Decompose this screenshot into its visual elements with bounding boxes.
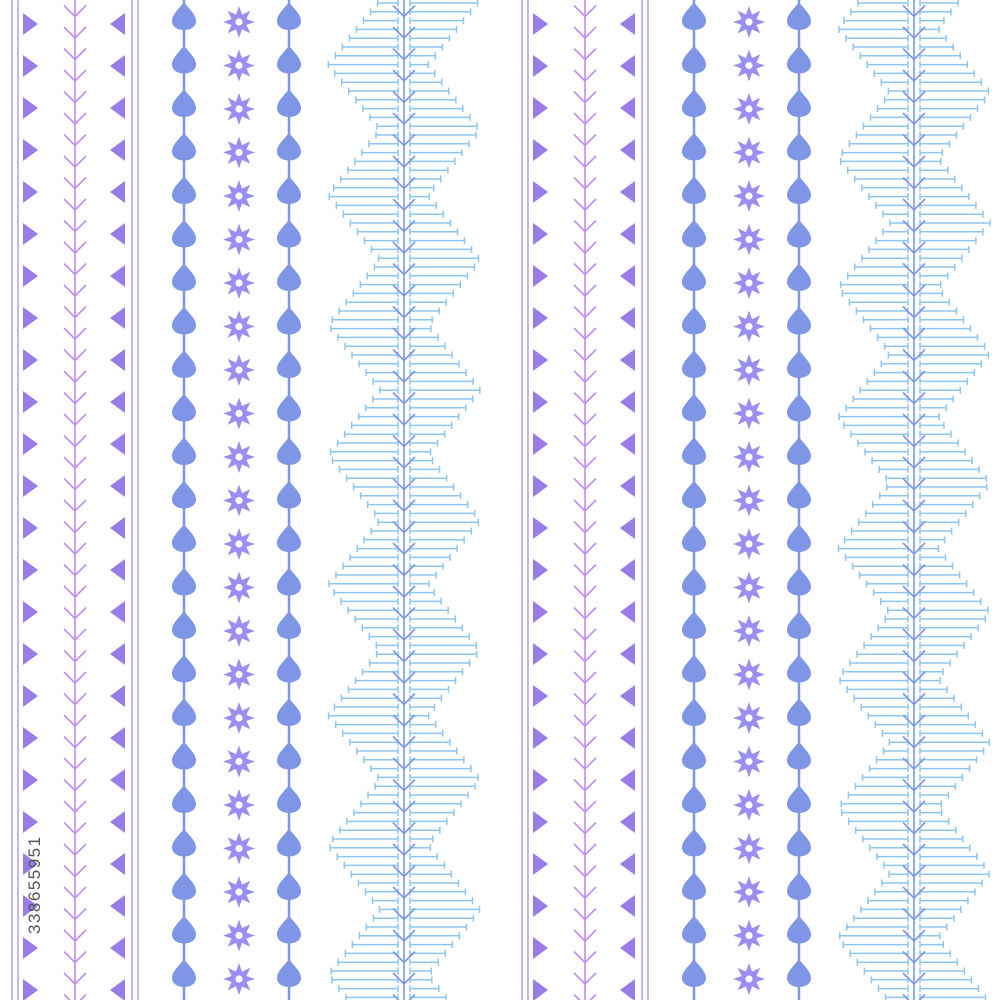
leaf-motif xyxy=(172,89,196,117)
triangle-motif xyxy=(110,13,125,35)
star-center xyxy=(235,18,242,25)
triangle-motif xyxy=(23,559,38,581)
triangle-motif xyxy=(620,727,635,749)
triangle-motif xyxy=(533,727,548,749)
leaf-motif xyxy=(277,524,301,552)
leaf-motif xyxy=(277,176,301,204)
leaf-motif xyxy=(682,698,706,726)
triangle-motif xyxy=(620,601,635,623)
leaf-motif xyxy=(277,263,301,291)
leaf-motif xyxy=(277,307,301,335)
leaf-motif xyxy=(277,959,301,987)
leaf-motif xyxy=(277,394,301,422)
triangle-motif xyxy=(620,433,635,455)
triangle-motif xyxy=(110,223,125,245)
triangle-motif xyxy=(533,643,548,665)
leaf-motif xyxy=(172,742,196,770)
triangle-motif xyxy=(23,685,38,707)
triangle-motif xyxy=(533,13,548,35)
triangle-motif xyxy=(110,979,125,1000)
arrow-vine xyxy=(393,0,415,1000)
herringbone-vine xyxy=(574,0,596,1000)
leaf-motif xyxy=(787,916,811,944)
leaf-motif xyxy=(172,785,196,813)
star-center xyxy=(235,410,242,417)
triangle-motif xyxy=(23,391,38,413)
leaf-motif xyxy=(682,307,706,335)
star-center xyxy=(235,279,242,286)
leaf-motif xyxy=(787,263,811,291)
triangle-motif xyxy=(620,55,635,77)
triangle-motif xyxy=(620,181,635,203)
triangle-motif xyxy=(533,139,548,161)
leaf-motif xyxy=(277,698,301,726)
leaf-motif xyxy=(277,220,301,248)
triangle-motif xyxy=(110,895,125,917)
stock-id-text: 338655951 xyxy=(25,835,44,934)
star-center xyxy=(235,540,242,547)
star-center xyxy=(745,192,752,199)
leaf-motif xyxy=(682,829,706,857)
triangle-motif xyxy=(533,769,548,791)
leaf-motif xyxy=(172,350,196,378)
triangle-motif xyxy=(23,727,38,749)
leaf-motif xyxy=(172,220,196,248)
triangle-motif xyxy=(620,769,635,791)
triangle-motif xyxy=(23,475,38,497)
leaf-motif xyxy=(682,220,706,248)
triangle-motif xyxy=(533,265,548,287)
triangle-motif xyxy=(620,223,635,245)
star-center xyxy=(745,540,752,547)
leaf-motif xyxy=(682,481,706,509)
leaf-motif xyxy=(682,611,706,639)
triangle-motif xyxy=(620,517,635,539)
leaf-motif xyxy=(277,350,301,378)
star-center xyxy=(745,366,752,373)
leaf-motif xyxy=(682,916,706,944)
leaf-motif xyxy=(787,394,811,422)
leaf-motif xyxy=(787,437,811,465)
leaf-motif xyxy=(787,698,811,726)
leaf-motif xyxy=(787,742,811,770)
star-center xyxy=(235,801,242,808)
leaf-motif xyxy=(787,611,811,639)
leaf-motif xyxy=(172,437,196,465)
triangle-motif xyxy=(620,13,635,35)
leaf-motif xyxy=(172,394,196,422)
triangle-motif xyxy=(533,349,548,371)
leaf-vine xyxy=(787,0,811,1000)
triangle-motif xyxy=(533,97,548,119)
leaf-motif xyxy=(787,307,811,335)
leaf-motif xyxy=(172,263,196,291)
leaf-motif xyxy=(682,959,706,987)
star-center xyxy=(235,149,242,156)
leaf-motif xyxy=(277,133,301,161)
leaf-motif xyxy=(172,133,196,161)
star-center xyxy=(745,932,752,939)
triangle-motif xyxy=(620,643,635,665)
triangle-motif xyxy=(110,97,125,119)
triangle-motif xyxy=(110,937,125,959)
leaf-motif xyxy=(172,959,196,987)
triangle-motif xyxy=(23,979,38,1000)
leaf-motif xyxy=(682,350,706,378)
leaf-motif xyxy=(277,46,301,74)
triangle-motif xyxy=(110,517,125,539)
leaf-motif xyxy=(172,481,196,509)
leaf-motif xyxy=(682,46,706,74)
leaf-motif xyxy=(172,655,196,683)
star-center xyxy=(745,410,752,417)
leaf-motif xyxy=(682,263,706,291)
triangle-motif xyxy=(620,685,635,707)
triangle-motif xyxy=(23,223,38,245)
star-center xyxy=(235,627,242,634)
leaf-motif xyxy=(172,698,196,726)
triangle-motif xyxy=(533,433,548,455)
star-center xyxy=(235,584,242,591)
triangle-motif xyxy=(620,895,635,917)
triangle-motif xyxy=(110,853,125,875)
triangle-column xyxy=(110,13,125,1000)
leaf-motif xyxy=(277,89,301,117)
star-center xyxy=(235,453,242,460)
star-center xyxy=(235,105,242,112)
triangle-motif xyxy=(533,685,548,707)
triangle-motif xyxy=(620,475,635,497)
triangle-motif xyxy=(533,895,548,917)
leaf-motif xyxy=(682,133,706,161)
star-center xyxy=(745,888,752,895)
triangle-motif xyxy=(110,181,125,203)
leaf-motif xyxy=(172,872,196,900)
leaf-motif xyxy=(787,133,811,161)
triangle-motif xyxy=(110,139,125,161)
triangle-motif xyxy=(620,391,635,413)
star-center xyxy=(235,932,242,939)
stock-id-watermark xyxy=(25,766,45,936)
leaf-motif xyxy=(682,872,706,900)
star-center xyxy=(745,627,752,634)
leaf-motif xyxy=(787,176,811,204)
star-center xyxy=(745,845,752,852)
leaf-motif xyxy=(787,959,811,987)
triangle-motif xyxy=(533,601,548,623)
star-center xyxy=(745,453,752,460)
leaf-motif xyxy=(787,89,811,117)
star-column xyxy=(733,6,765,995)
star-center xyxy=(745,714,752,721)
triangle-motif xyxy=(620,853,635,875)
triangle-motif xyxy=(533,391,548,413)
triangle-motif xyxy=(110,475,125,497)
leaf-motif xyxy=(172,568,196,596)
triangle-motif xyxy=(23,433,38,455)
triangle-motif xyxy=(533,517,548,539)
star-center xyxy=(235,975,242,982)
triangle-motif xyxy=(110,349,125,371)
leaf-motif xyxy=(787,220,811,248)
triangle-motif xyxy=(533,223,548,245)
triangle-column xyxy=(533,13,548,1000)
leaf-motif xyxy=(787,655,811,683)
leaf-motif xyxy=(277,872,301,900)
star-center xyxy=(745,149,752,156)
triangle-motif xyxy=(110,55,125,77)
leaf-motif xyxy=(682,89,706,117)
triangle-motif xyxy=(533,811,548,833)
leaf-motif xyxy=(277,829,301,857)
leaf-motif xyxy=(682,742,706,770)
star-center xyxy=(745,584,752,591)
triangle-motif xyxy=(620,97,635,119)
leaf-motif xyxy=(277,568,301,596)
leaf-motif xyxy=(172,829,196,857)
star-center xyxy=(235,192,242,199)
triangle-motif xyxy=(533,307,548,329)
leaf-motif xyxy=(787,481,811,509)
star-center xyxy=(745,62,752,69)
triangle-motif xyxy=(110,559,125,581)
leaf-motif xyxy=(172,524,196,552)
leaf-motif xyxy=(277,611,301,639)
triangle-motif xyxy=(620,937,635,959)
leaf-motif xyxy=(787,46,811,74)
triangle-motif xyxy=(620,349,635,371)
leaf-motif xyxy=(682,655,706,683)
triangle-motif xyxy=(533,55,548,77)
leaf-motif xyxy=(787,350,811,378)
leaf-motif xyxy=(682,394,706,422)
leaf-motif xyxy=(682,176,706,204)
leaf-motif xyxy=(682,568,706,596)
leaf-motif xyxy=(787,829,811,857)
triangle-motif xyxy=(620,139,635,161)
triangle-motif xyxy=(23,139,38,161)
star-center xyxy=(235,758,242,765)
leaf-vine xyxy=(172,0,196,1000)
triangle-motif xyxy=(23,307,38,329)
star-center xyxy=(235,845,242,852)
leaf-motif xyxy=(277,742,301,770)
star-center xyxy=(235,323,242,330)
star-center xyxy=(745,497,752,504)
leaf-motif xyxy=(172,307,196,335)
leaf-motif xyxy=(787,872,811,900)
triangle-motif xyxy=(110,307,125,329)
star-center xyxy=(745,801,752,808)
leaf-vine xyxy=(277,0,301,1000)
leaf-motif xyxy=(682,437,706,465)
triangle-motif xyxy=(23,265,38,287)
leaf-motif xyxy=(787,524,811,552)
star-center xyxy=(235,888,242,895)
triangle-motif xyxy=(23,181,38,203)
star-center xyxy=(235,714,242,721)
star-center xyxy=(745,758,752,765)
triangle-motif xyxy=(533,979,548,1000)
triangle-motif xyxy=(110,391,125,413)
star-center xyxy=(235,236,242,243)
triangle-motif xyxy=(533,853,548,875)
leaf-motif xyxy=(682,785,706,813)
triangle-motif xyxy=(23,349,38,371)
triangle-motif xyxy=(110,727,125,749)
leaf-motif xyxy=(277,481,301,509)
leaf-vine xyxy=(682,0,706,1000)
triangle-motif xyxy=(23,97,38,119)
leaf-motif xyxy=(787,785,811,813)
triangle-motif xyxy=(23,55,38,77)
leaf-motif xyxy=(277,916,301,944)
triangle-column xyxy=(620,13,635,1000)
leaf-motif xyxy=(172,176,196,204)
leaf-motif xyxy=(277,655,301,683)
herringbone-vine xyxy=(64,0,86,1000)
triangle-motif xyxy=(23,517,38,539)
leaf-motif xyxy=(172,611,196,639)
leaf-motif xyxy=(172,2,196,30)
star-column xyxy=(223,6,255,995)
star-center xyxy=(235,366,242,373)
leaf-motif xyxy=(787,2,811,30)
triangle-motif xyxy=(533,937,548,959)
star-center xyxy=(745,18,752,25)
star-center xyxy=(745,671,752,678)
triangle-motif xyxy=(620,307,635,329)
leaf-motif xyxy=(277,785,301,813)
triangle-motif xyxy=(23,13,38,35)
triangle-motif xyxy=(110,769,125,791)
leaf-motif xyxy=(277,2,301,30)
triangle-motif xyxy=(23,601,38,623)
leaf-motif xyxy=(172,916,196,944)
star-center xyxy=(745,236,752,243)
leaf-motif xyxy=(277,437,301,465)
star-center xyxy=(235,62,242,69)
triangle-motif xyxy=(620,811,635,833)
leaf-motif xyxy=(682,2,706,30)
triangle-motif xyxy=(620,265,635,287)
triangle-motif xyxy=(533,475,548,497)
triangle-motif xyxy=(23,643,38,665)
star-center xyxy=(745,105,752,112)
triangle-motif xyxy=(23,937,38,959)
triangle-motif xyxy=(533,181,548,203)
arrow-vine xyxy=(903,0,925,1000)
triangle-motif xyxy=(110,433,125,455)
star-center xyxy=(235,497,242,504)
star-center xyxy=(745,323,752,330)
triangle-motif xyxy=(110,601,125,623)
triangle-motif xyxy=(110,643,125,665)
triangle-motif xyxy=(620,559,635,581)
triangle-motif xyxy=(110,685,125,707)
leaf-motif xyxy=(682,524,706,552)
triangle-motif xyxy=(110,811,125,833)
star-center xyxy=(235,671,242,678)
triangle-motif xyxy=(620,979,635,1000)
star-center xyxy=(745,975,752,982)
triangle-motif xyxy=(533,559,548,581)
star-center xyxy=(745,279,752,286)
leaf-motif xyxy=(787,568,811,596)
leaf-motif xyxy=(172,46,196,74)
triangle-motif xyxy=(110,265,125,287)
